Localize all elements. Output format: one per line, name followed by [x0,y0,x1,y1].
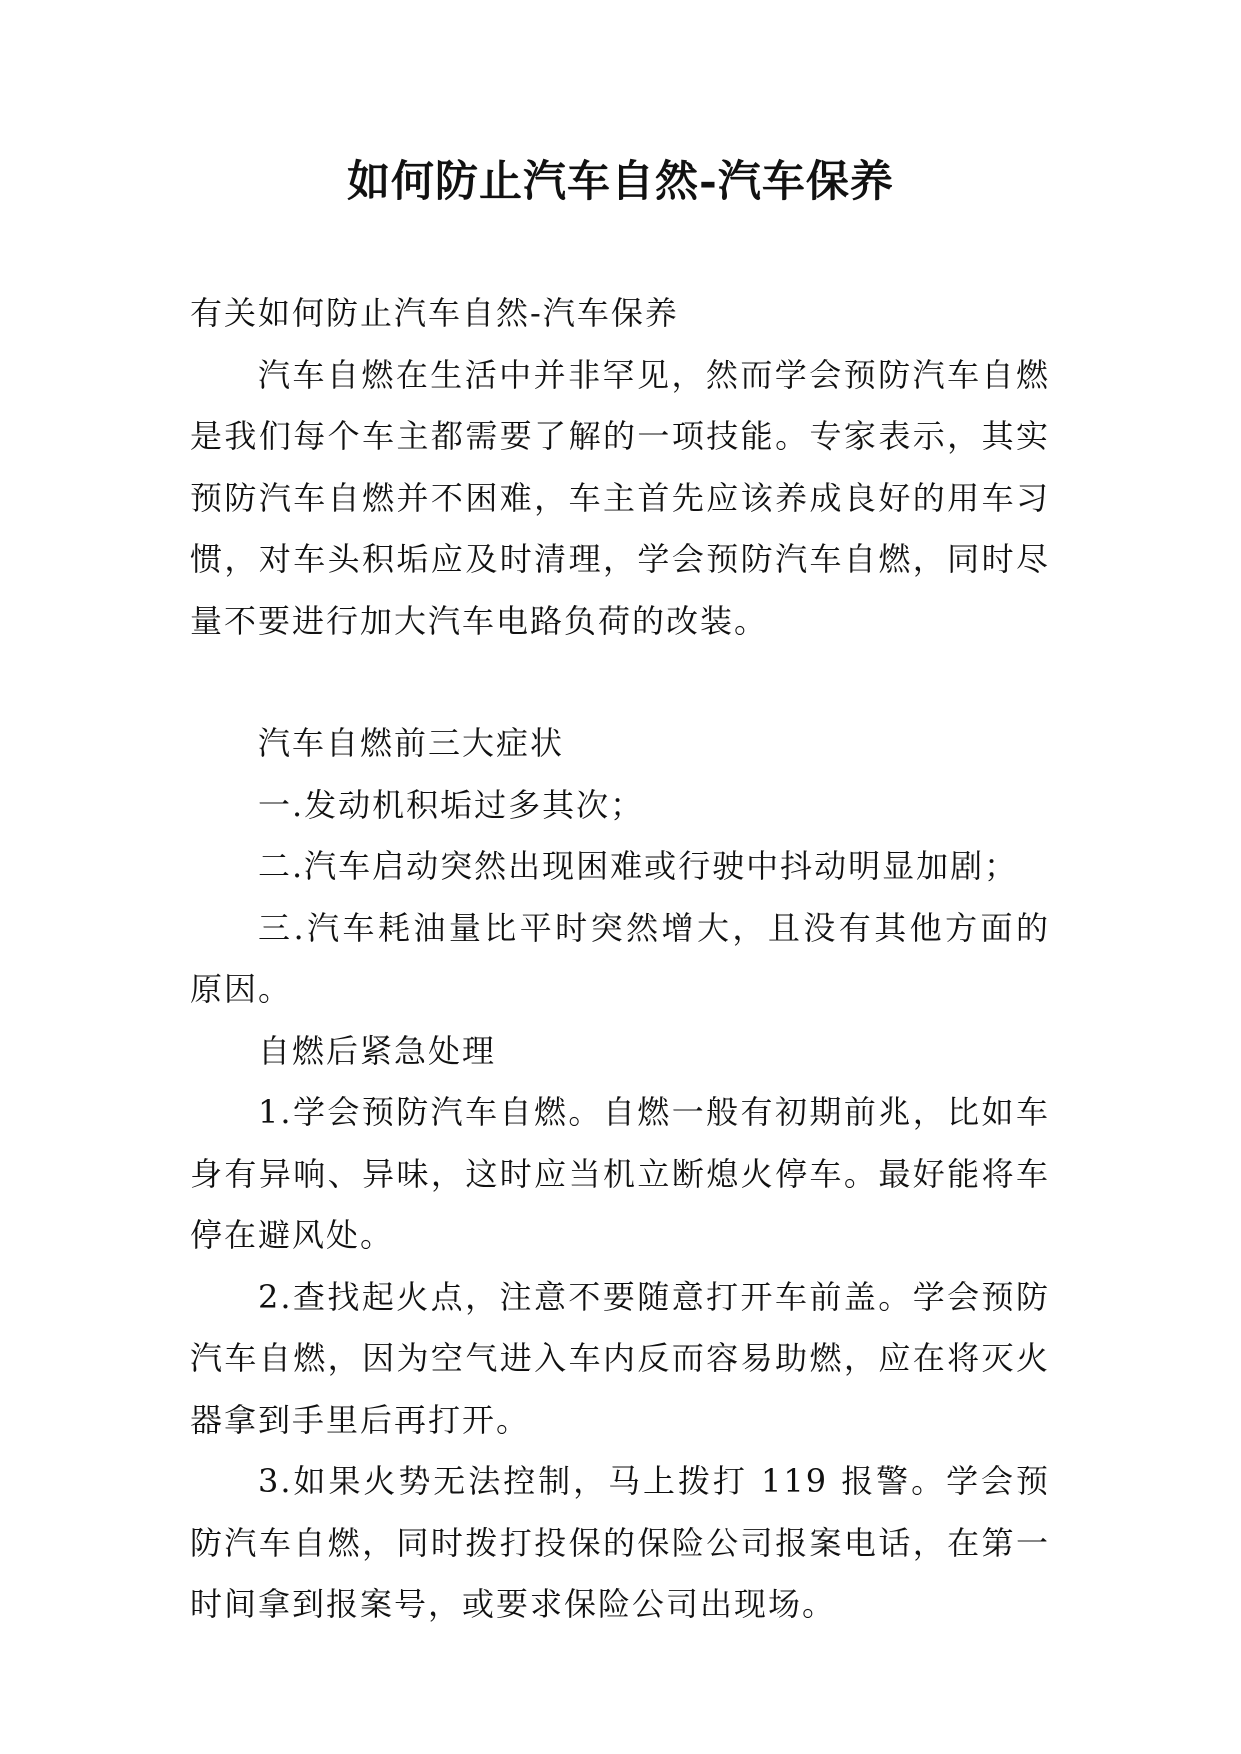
section-heading-symptoms: 汽车自燃前三大症状 [258,724,565,762]
symptom-item-1: 一.发动机积垢过多其次； [258,785,645,824]
emergency-step-1: 1.学会预防汽车自燃。自燃一般有初期前兆，比如车身有异响、异味，这时应当机立断熄火停车。最好能将车停在避风处。 [190,1093,1050,1254]
section-heading-emergency: 自燃后紧急处理 [258,1031,497,1070]
emergency-step-3: 3.如果火势无法控制，马上拨打 119 报警。学会预防汽车自燃，同时拨打投保的保险公司报案电话，在第一时间拿到报案号，或要求保险公司出现场。 [190,1462,1050,1623]
document-body [190,283,1050,1636]
paragraph-overview: 汽车自燃在生活中并非罕见，然而学会预防汽车自燃是我们每个车主都需要了解的一项技能。专家表示，其实预防汽车自燃并不困难，车主首先应该养成良好的用车习惯，对车头积垢应及时清理，学会预防汽车自燃，同时尽量不要进行加大汽车电路负荷的改装。 [190,355,1050,640]
document-title: 如何防止汽车自然-汽车保养 [347,157,894,207]
symptom-item-2: 二.汽车启动突然出现困难或行驶中抖动明显加剧； [258,847,1019,885]
intro-line: 有关如何防止汽车自然-汽车保养 [190,294,679,332]
symptom-item-3: 三.汽车耗油量比平时突然增大，且没有其他方面的原因。 [190,908,1050,1008]
emergency-step-2: 2.查找起火点，注意不要随意打开车前盖。学会预防汽车自燃，因为空气进入车内反而容易助燃，应在将灭火器拿到手里后再打开。 [190,1277,1050,1439]
paragraph-spacer [190,652,1050,713]
